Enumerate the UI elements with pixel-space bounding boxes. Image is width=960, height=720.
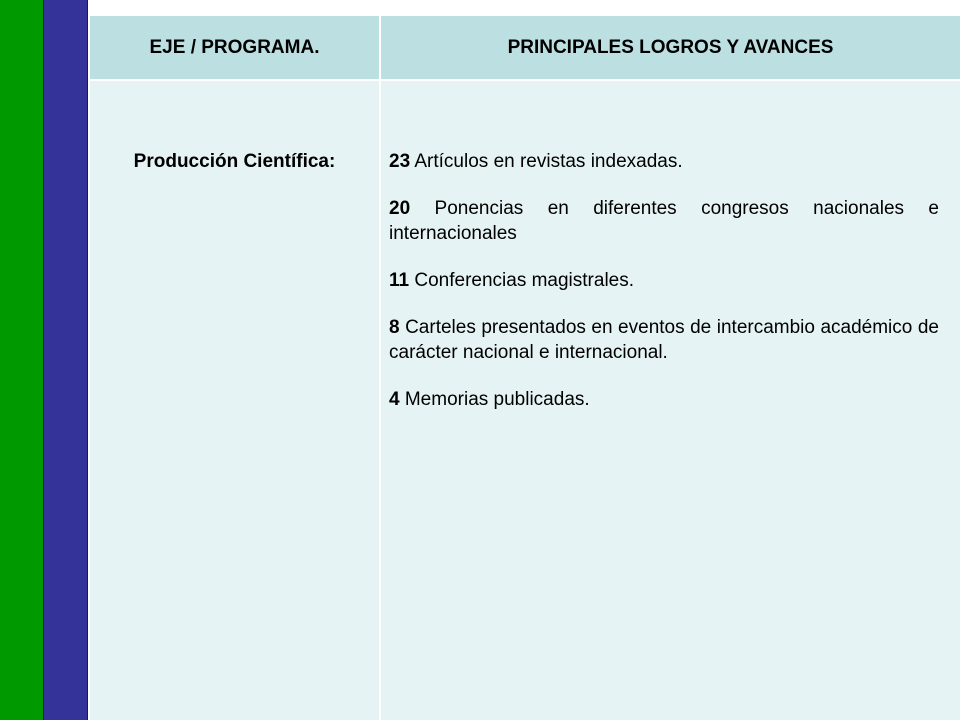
- list-item: [389, 196, 939, 246]
- achievements-list: [389, 149, 939, 434]
- header-axis-program: [90, 16, 379, 79]
- row-axis-cell: [90, 81, 379, 720]
- item-text: Carteles presentados en eventos de intercambio académico de carácter nacional e internacional.: [389, 317, 939, 363]
- item-count: 8: [389, 317, 400, 338]
- item-count: 23: [389, 151, 411, 172]
- item-count: 11: [389, 270, 410, 291]
- item-text: Ponencias en diferentes congresos nacionales e internacionales: [389, 198, 939, 244]
- decorative-green-bar: [0, 0, 43, 720]
- item-count: 4: [389, 389, 400, 410]
- achievements-table: [90, 16, 960, 720]
- item-text: Artículos en revistas indexadas.: [410, 151, 683, 172]
- row-achievements-cell: [381, 81, 960, 720]
- header-achievements-label: PRINCIPALES LOGROS Y AVANCES: [507, 36, 834, 58]
- header-axis-label: EJE / PROGRAMA.: [149, 36, 320, 58]
- row-axis-label: Producción Científica:: [133, 151, 336, 172]
- list-item: [389, 315, 939, 365]
- item-text: Memorias publicadas.: [399, 389, 590, 410]
- list-item: [389, 268, 939, 293]
- item-count: 20: [389, 198, 411, 219]
- header-achievements: [381, 16, 960, 79]
- list-item: [389, 387, 939, 412]
- decorative-blue-bar: [43, 0, 88, 720]
- item-text: Conferencias magistrales.: [409, 270, 635, 291]
- list-item: [389, 149, 939, 174]
